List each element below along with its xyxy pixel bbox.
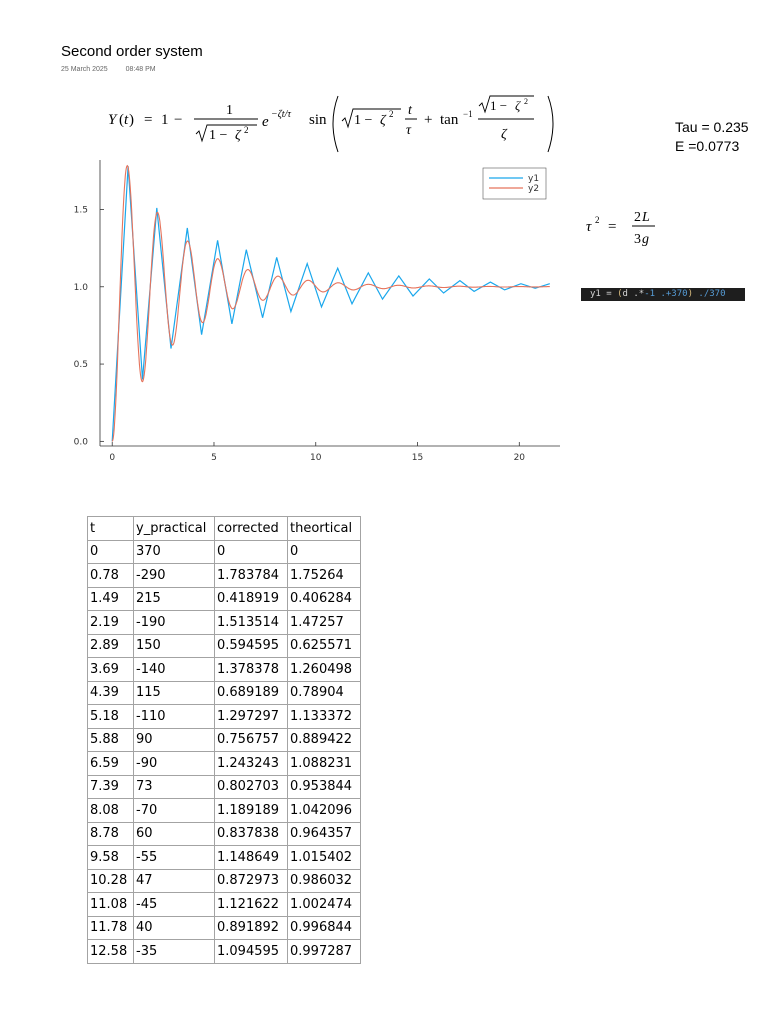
data-table [87,516,361,964]
table-header-cell: y_practical [134,517,215,541]
table-cell: 1.243243 [215,752,288,776]
svg-text:): ) [129,112,134,128]
table-cell: 0.802703 [215,775,288,799]
svg-text:2: 2 [595,215,600,225]
table-cell: 0.986032 [288,869,361,893]
tau-note: Tau = 0.235 [675,119,749,135]
table-row [88,564,361,588]
legend-label-y1: y1 [528,174,540,184]
svg-text:3: 3 [634,232,641,247]
table-cell: -70 [134,799,215,823]
chart-series [112,166,550,442]
y-tick-label: 0.5 [73,360,88,371]
table-cell: 10.28 [88,869,134,893]
y-tick-label: 1.0 [73,282,88,293]
svg-text:2: 2 [634,210,641,225]
table-cell: 1.002474 [288,893,361,917]
table-cell: 1.088231 [288,752,361,776]
response-chart [60,150,570,470]
svg-text:sin: sin [309,112,327,128]
series-y2-line [112,166,550,442]
table-row [88,869,361,893]
table-cell: 150 [134,634,215,658]
table-cell: 1.47257 [288,611,361,635]
svg-text:e: e [262,114,269,130]
x-tick-label: 0 [109,453,116,463]
table-row [88,728,361,752]
table-row [88,916,361,940]
table-header-cell: theortical [288,517,361,541]
svg-text:2: 2 [389,109,394,119]
table-row [88,587,361,611]
table-cell: 3.69 [88,658,134,682]
e-note: E =0.0773 [675,138,740,154]
svg-text:−: − [174,112,183,128]
table-cell: 1.783784 [215,564,288,588]
code-close-paren: ) [687,289,693,299]
table-cell: 9.58 [88,846,134,870]
svg-text:τ: τ [586,219,592,235]
table-cell: 5.88 [88,728,134,752]
table-cell: -45 [134,893,215,917]
table-row [88,658,361,682]
table-cell: 0.872973 [215,869,288,893]
svg-text:ζ: ζ [515,98,521,113]
table-cell: 0.964357 [288,822,361,846]
table-cell: 0.953844 [288,775,361,799]
table-cell: 1.297297 [215,705,288,729]
code-open-paren: ( [617,289,623,299]
table-row [88,893,361,917]
table-cell: -290 [134,564,215,588]
table-cell: 1.189189 [215,799,288,823]
svg-text:2: 2 [244,125,249,135]
svg-text:1: 1 [226,103,233,118]
svg-text:ζ: ζ [501,127,507,142]
svg-text:Y: Y [108,112,117,128]
table-cell: 0.997287 [288,940,361,964]
svg-text:1 −: 1 − [354,113,373,128]
svg-text:1: 1 [161,112,169,128]
table-cell: 0.837838 [215,822,288,846]
table-cell: 0.594595 [215,634,288,658]
table-cell: 12.58 [88,940,134,964]
table-cell: 7.39 [88,775,134,799]
svg-text:L: L [642,210,650,225]
table-cell: 2.19 [88,611,134,635]
table-row [88,846,361,870]
table-row [88,540,361,564]
svg-text:t: t [124,112,129,128]
svg-text:(: ( [119,112,124,128]
chart-legend [483,168,546,199]
table-cell: -55 [134,846,215,870]
table-cell: 1.121622 [215,893,288,917]
table-row [88,681,361,705]
table-header-cell: t [88,517,134,541]
table-cell: 0.889422 [288,728,361,752]
table-cell: 1.378378 [215,658,288,682]
svg-text:+: + [424,112,433,128]
code-snippet [581,288,745,301]
chart-axes [74,160,560,463]
table-cell: 40 [134,916,215,940]
table-cell: -140 [134,658,215,682]
table-cell: 0.406284 [288,587,361,611]
y-tick-label: 1.5 [73,205,88,216]
page-time: 08:48 PM [125,66,156,73]
table-cell: 1.133372 [288,705,361,729]
table-row [88,940,361,964]
code-mid: .+370 [655,289,688,299]
data-table-container [87,516,361,964]
svg-text:=: = [608,219,617,235]
svg-text:1 −: 1 − [490,98,508,113]
table-cell: -90 [134,752,215,776]
table-header-cell: corrected [215,517,288,541]
svg-text:tan: tan [440,112,459,128]
svg-text:τ: τ [406,123,412,138]
table-cell: -35 [134,940,215,964]
x-tick-label: 15 [411,453,424,463]
table-row [88,611,361,635]
table-cell: 11.78 [88,916,134,940]
table-cell: 0 [288,540,361,564]
legend-label-y2: y2 [528,184,540,194]
code-var: d .* [622,289,645,299]
svg-text:ζ: ζ [380,113,386,128]
table-cell: 1.015402 [288,846,361,870]
parameter-notes [675,118,749,156]
code-num: -1 [644,289,656,299]
table-cell: 11.08 [88,893,134,917]
x-tick-label: 10 [310,453,322,463]
table-row [88,775,361,799]
table-body [88,540,361,963]
table-cell: 2.89 [88,634,134,658]
table-cell: 0.689189 [215,681,288,705]
svg-text:ζ: ζ [235,128,241,143]
table-cell: 0 [88,540,134,564]
table-cell: 0.78904 [288,681,361,705]
code-suffix: ./370 [692,289,726,299]
table-cell: 1.148649 [215,846,288,870]
page-date: 25 March 2025 [61,66,108,73]
code-prefix: y1 = [590,289,618,299]
table-row [88,705,361,729]
x-tick-label: 5 [211,453,217,463]
svg-text:2: 2 [524,97,528,106]
svg-text:−ζt/τ: −ζt/τ [271,109,291,120]
table-cell: 1.042096 [288,799,361,823]
y-tick-label: 0.0 [73,437,88,448]
table-cell: 6.59 [88,752,134,776]
table-cell: 8.08 [88,799,134,823]
table-cell: 60 [134,822,215,846]
table-cell: 1.260498 [288,658,361,682]
table-row [88,634,361,658]
step-response-formula [106,92,566,154]
svg-text:1 −: 1 − [209,128,228,143]
table-cell: 0.625571 [288,634,361,658]
svg-text:−1: −1 [463,109,473,119]
table-cell: 215 [134,587,215,611]
table-cell: 0.756757 [215,728,288,752]
table-cell: 90 [134,728,215,752]
svg-text:g: g [642,232,649,247]
table-cell: -190 [134,611,215,635]
table-cell: 73 [134,775,215,799]
table-cell: 1.513514 [215,611,288,635]
table-cell: 115 [134,681,215,705]
table-cell: 0 [215,540,288,564]
table-cell: 0.78 [88,564,134,588]
tau-squared-formula [584,203,664,249]
table-cell: -110 [134,705,215,729]
table-cell: 1.75264 [288,564,361,588]
svg-text:t: t [408,103,412,118]
table-row [88,822,361,846]
table-row [88,752,361,776]
table-cell: 8.78 [88,822,134,846]
table-cell: 0.996844 [288,916,361,940]
table-cell: 0.418919 [215,587,288,611]
table-cell: 47 [134,869,215,893]
table-cell: 0.891892 [215,916,288,940]
response-chart-svg [60,150,570,470]
svg-text:=: = [144,112,153,128]
table-cell: 4.39 [88,681,134,705]
table-row [88,799,361,823]
table-header-row [88,517,361,541]
page-title: Second order system [61,43,203,60]
table-cell: 1.49 [88,587,134,611]
table-cell: 5.18 [88,705,134,729]
series-y1-line [112,166,550,441]
table-cell: 370 [134,540,215,564]
table-cell: 1.094595 [215,940,288,964]
page-timestamp [61,66,156,73]
x-tick-label: 20 [513,453,526,463]
